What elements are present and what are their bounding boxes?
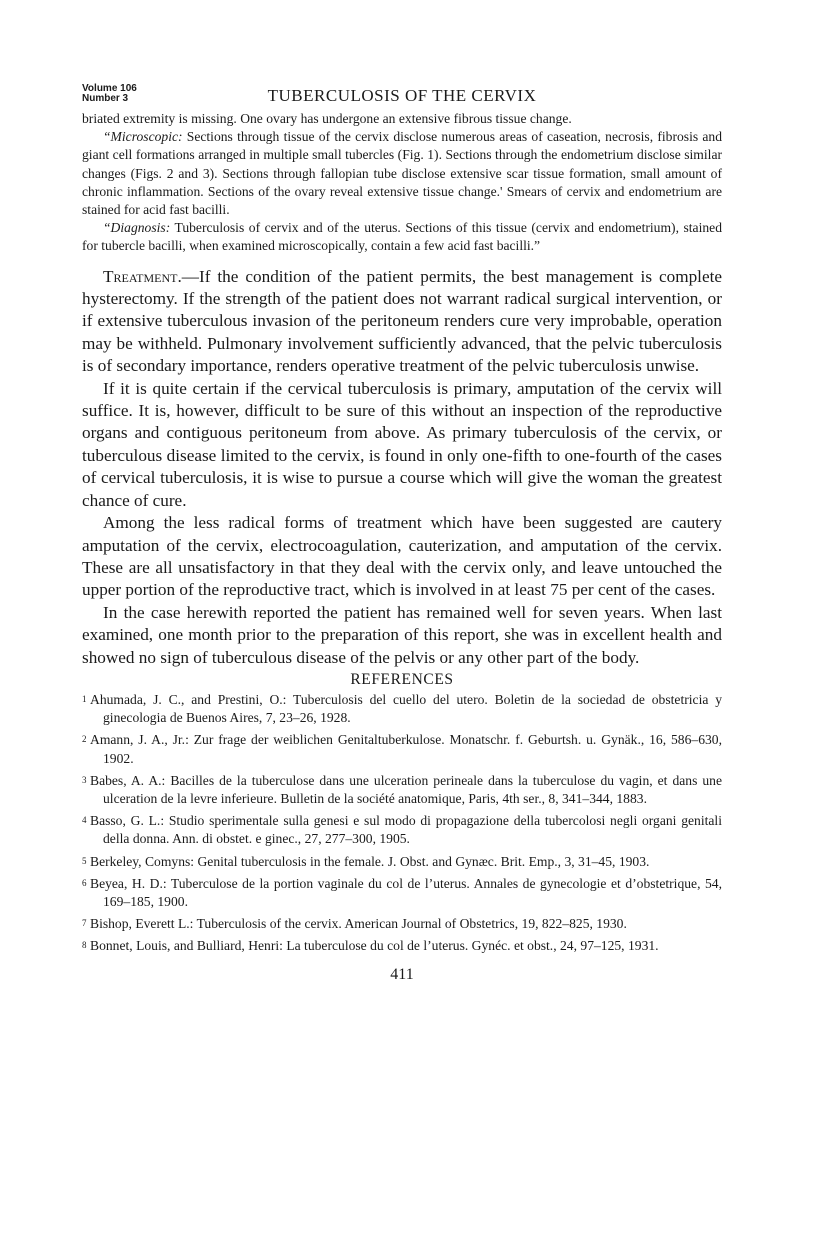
reference-number: 6 — [82, 877, 87, 888]
reference-item — [82, 731, 722, 767]
reference-item — [82, 812, 722, 848]
reference-list — [82, 691, 722, 956]
reference-text: Bonnet, Louis, and Bulliard, Henri: La tuberculose du col de l’uterus. Gynéc. et obst., 24, 97–125, 1931. — [90, 938, 659, 954]
diagnosis-paragraph — [82, 219, 722, 255]
intro-line: briated extremity is missing. One ovary has undergone an extensive fibrous tissue change. — [82, 111, 572, 126]
reference-text: Babes, A. A.: Bacilles de la tuberculose dans une ulceration perineale dans la tuberculose du vagin, et dans une ulceration de la levre inferieure. Bulletin de la société anatomique, Paris, 4th ser., 8, 341–344, 1883. — [90, 772, 722, 806]
volume-line: Volume 106 — [82, 83, 137, 94]
page-number: 411 — [390, 965, 414, 983]
reference-item — [82, 853, 722, 871]
reference-text: Basso, G. L.: Studio sperimentale sulla genesi e sul modo di propagazione della tubercolosi negli organi genitali della donna. Ann. di obstet. e ginec., 27, 277–300, 1905. — [90, 813, 722, 847]
body-paragraph-4: In the case herewith reported the patient has remained well for seven years. When last examined, one month prior to the preparation of this report, she was in excellent health and showed no sign of tuberculous disease of the pelvis or any other part of the body. — [82, 602, 722, 667]
reference-text: Bishop, Everett L.: Tuberculosis of the cervix. American Journal of Obstetrics, 19, 822–825, 1930. — [90, 916, 627, 932]
treatment-text: .—If the condition of the patient permits, the best management is complete hysterectomy. If the strength of the patient does not warrant radical surgical intervention, or if extensive tuberculous invasion of the peritoneum renders cure very improbable, operation may be withheld. Pulmonary involvement sufficiently advanced, that the pelvic tuberculosis is of secondary importance, renders operative treatment of the pelvic tuberculosis unwise. — [82, 266, 722, 376]
reference-number: 1 — [82, 693, 87, 704]
reference-number: 4 — [82, 815, 87, 826]
reference-text: Berkeley, Comyns: Genital tuberculosis in the female. J. Obst. and Gynæc. Brit. Emp., 3, 31–45, 1903. — [90, 853, 650, 869]
reference-text: Beyea, H. D.: Tuberculose de la portion vaginale du col de l’uterus. Annales de gynecologie et d’obstetrique, 54, 169–185, 1900. — [90, 875, 722, 909]
running-title: TUBERCULOSIS OF THE CERVIX — [267, 86, 537, 105]
reference-item — [82, 875, 722, 911]
reference-number: 2 — [82, 734, 87, 745]
diagnosis-label: “Diagnosis: — [103, 220, 171, 236]
reference-text: Ahumada, J. C., and Prestini, O.: Tuberculosis del cuello del utero. Boletin de la sociedad de obstetricia y ginecologia de Buenos Aires, 7, 23–26, 1928. — [90, 691, 722, 726]
reference-item — [82, 772, 722, 808]
running-header — [82, 84, 722, 110]
treatment-label: Treatment — [103, 266, 178, 286]
body-paragraph-2: If it is quite certain if the cervical tuberculosis is primary, amputation of the cervix will suffice. It is, however, difficult to be sure of this without an inspection of the reproductive organs and contiguous peritoneum from above. As primary tuberculosis of the cervix, or tuberculous disease limited to the cervix, is found in only one-fifth to one-fourth of the cases of cervical tuberculosis, it is wise to pursue a course which will give the woman the greatest chance of cure. — [82, 378, 722, 510]
reference-item — [82, 915, 722, 933]
reference-item — [82, 937, 722, 955]
reference-number: 3 — [82, 774, 87, 785]
treatment-paragraph — [82, 266, 722, 378]
references-heading: REFERENCES — [350, 670, 454, 688]
reference-number: 8 — [82, 940, 87, 951]
reference-number: 5 — [82, 855, 87, 866]
page — [82, 84, 722, 984]
diagnosis-text: Tuberculosis of cervix and of the uterus. Sections of this tissue (cervix and endometrium), stained for tubercle bacilli, when examined microscopically, contain a few acid fast bacilli.” — [82, 220, 722, 254]
reference-item — [82, 691, 722, 727]
microscopic-text: Sections through tissue of the cervix disclose numerous areas of caseation, necrosis, fibrosis and giant cell formations arranged in multiple small tubercles (Fig. 1). Sections through the endometrium disclose similar changes (Figs. 2 and 3). Sections through fallopian tube disclose extensive scar tissue formation, small amount of chronic inflammation. Sections of the ovary reveal extensive tissue change.' Smears of cervix and endometrium are stained for acid fast bacilli. — [82, 129, 722, 218]
reference-text: Amann, J. A., Jr.: Zur frage der weiblichen Genitaltuberkulose. Monatschr. f. Geburtsh. u. Gynäk., 16, 586–630, 1902. — [90, 732, 722, 766]
microscopic-label: “Microscopic: — [103, 129, 183, 145]
microscopic-paragraph — [82, 128, 722, 219]
body-paragraph-3: Among the less radical forms of treatment which have been suggested are cautery amputation of the cervix, electrocoagulation, cauterization, and amputation of the cervix. These are all unsatisfactory in that they deal with the cervix only, and leave untouched the upper portion of the reproductive tract, which is involved in at least 75 per cent of the cases. — [82, 513, 722, 600]
number-line: Number 3 — [82, 93, 129, 104]
reference-number: 7 — [82, 918, 87, 929]
